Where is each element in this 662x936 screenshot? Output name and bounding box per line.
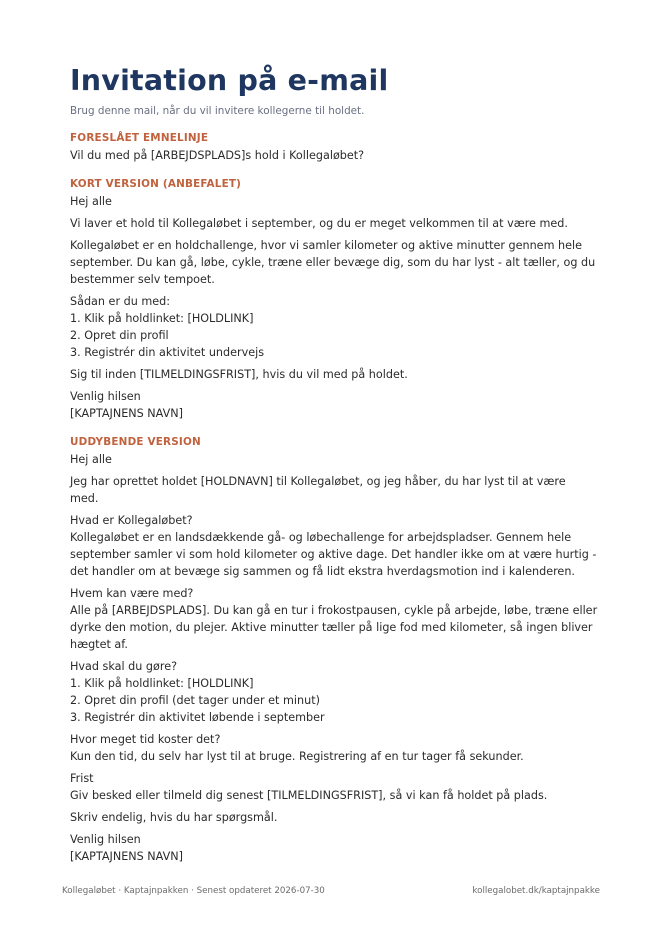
paragraph: Sig til inden [TILMELDINGSFRIST], hvis du vil med på holdet. [70, 368, 408, 381]
subject-heading: FORESLÅET EMNELINJE [70, 132, 209, 144]
page-title: Invitation på e-mail [70, 64, 389, 97]
paragraph: Hvad er Kollegaløbet? Kollegaløbet er en landsdækkende gå- og løbechallenge for arbejdspladser. Gennem hele september samler vi som hold kilometer og aktive dage. Det handler ikke om at være hurtig - det handler om at bevæge sig sammen og få lidt ekstra hverdagsmotion ind i kalenderen. [70, 514, 597, 578]
long-version-heading: UDDYBENDE VERSION [70, 436, 201, 448]
paragraph: Hvor meget tid koster det? Kun den tid, du selv har lyst til at bruge. Registrering af en tur tager få sekunder. [70, 733, 524, 763]
paragraph: Frist Giv besked eller tilmeld dig senest [TILMELDINGSFRIST], så vi kan få holdet på plads. [70, 772, 548, 802]
paragraph: Hej alle [70, 453, 112, 466]
steps-list: Sådan er du med: 1. Klik på holdlinket: [HOLDLINK] 2. Opret din profil 3. Registrér din aktivitet undervejs [70, 295, 265, 359]
paragraph: Hvem kan være med? Alle på [ARBEJDSPLADS]. Du kan gå en tur i frokostpausen, cykle på arbejde, løbe, træne eller dyrke den motion, du plejer. Aktive minutter tæller på lige fod med kilometer, så ingen bliver hægtet af. [70, 587, 598, 651]
steps-list: Hvad skal du gøre? 1. Klik på holdlinket: [HOLDLINK] 2. Opret din profil (det tager under et minut) 3. Registrér din aktivitet løbende i september [70, 660, 325, 724]
paragraph: Jeg har oprettet holdet [HOLDNAVN] til Kollegaløbet, og jeg håber, du har lyst til at være med. [70, 475, 566, 505]
lead-text: Brug denne mail, når du vil invitere kollegerne til holdet. [70, 105, 365, 117]
footer-url: kollegalobet.dk/kaptajnpakke [472, 886, 600, 896]
paragraph: Hej alle [70, 195, 112, 208]
document [70, 62, 600, 865]
footer [62, 886, 600, 896]
footer-left: Kollegaløbet · Kaptajnpakken · Senest opdateret 2026-07-30 [62, 886, 325, 896]
subject-line: Vil du med på [ARBEJDSPLADS]s hold i Kollegaløbet? [70, 149, 365, 162]
signature: Venlig hilsen [KAPTAJNENS NAVN] [70, 390, 183, 420]
short-version-heading: KORT VERSION (ANBEFALET) [70, 178, 242, 190]
paragraph: Vi laver et hold til Kollegaløbet i september, og du er meget velkommen til at være med. [70, 217, 568, 230]
paragraph: Skriv endelig, hvis du har spørgsmål. [70, 811, 278, 824]
paragraph: Kollegaløbet er en holdchallenge, hvor vi samler kilometer og aktive minutter gennem hele september. Du kan gå, løbe, cykle, træne eller bevæge dig, som du har lyst - alt tæller, og du bestemmer selv tempoet. [70, 239, 596, 286]
signature: Venlig hilsen [KAPTAJNENS NAVN] [70, 833, 183, 863]
